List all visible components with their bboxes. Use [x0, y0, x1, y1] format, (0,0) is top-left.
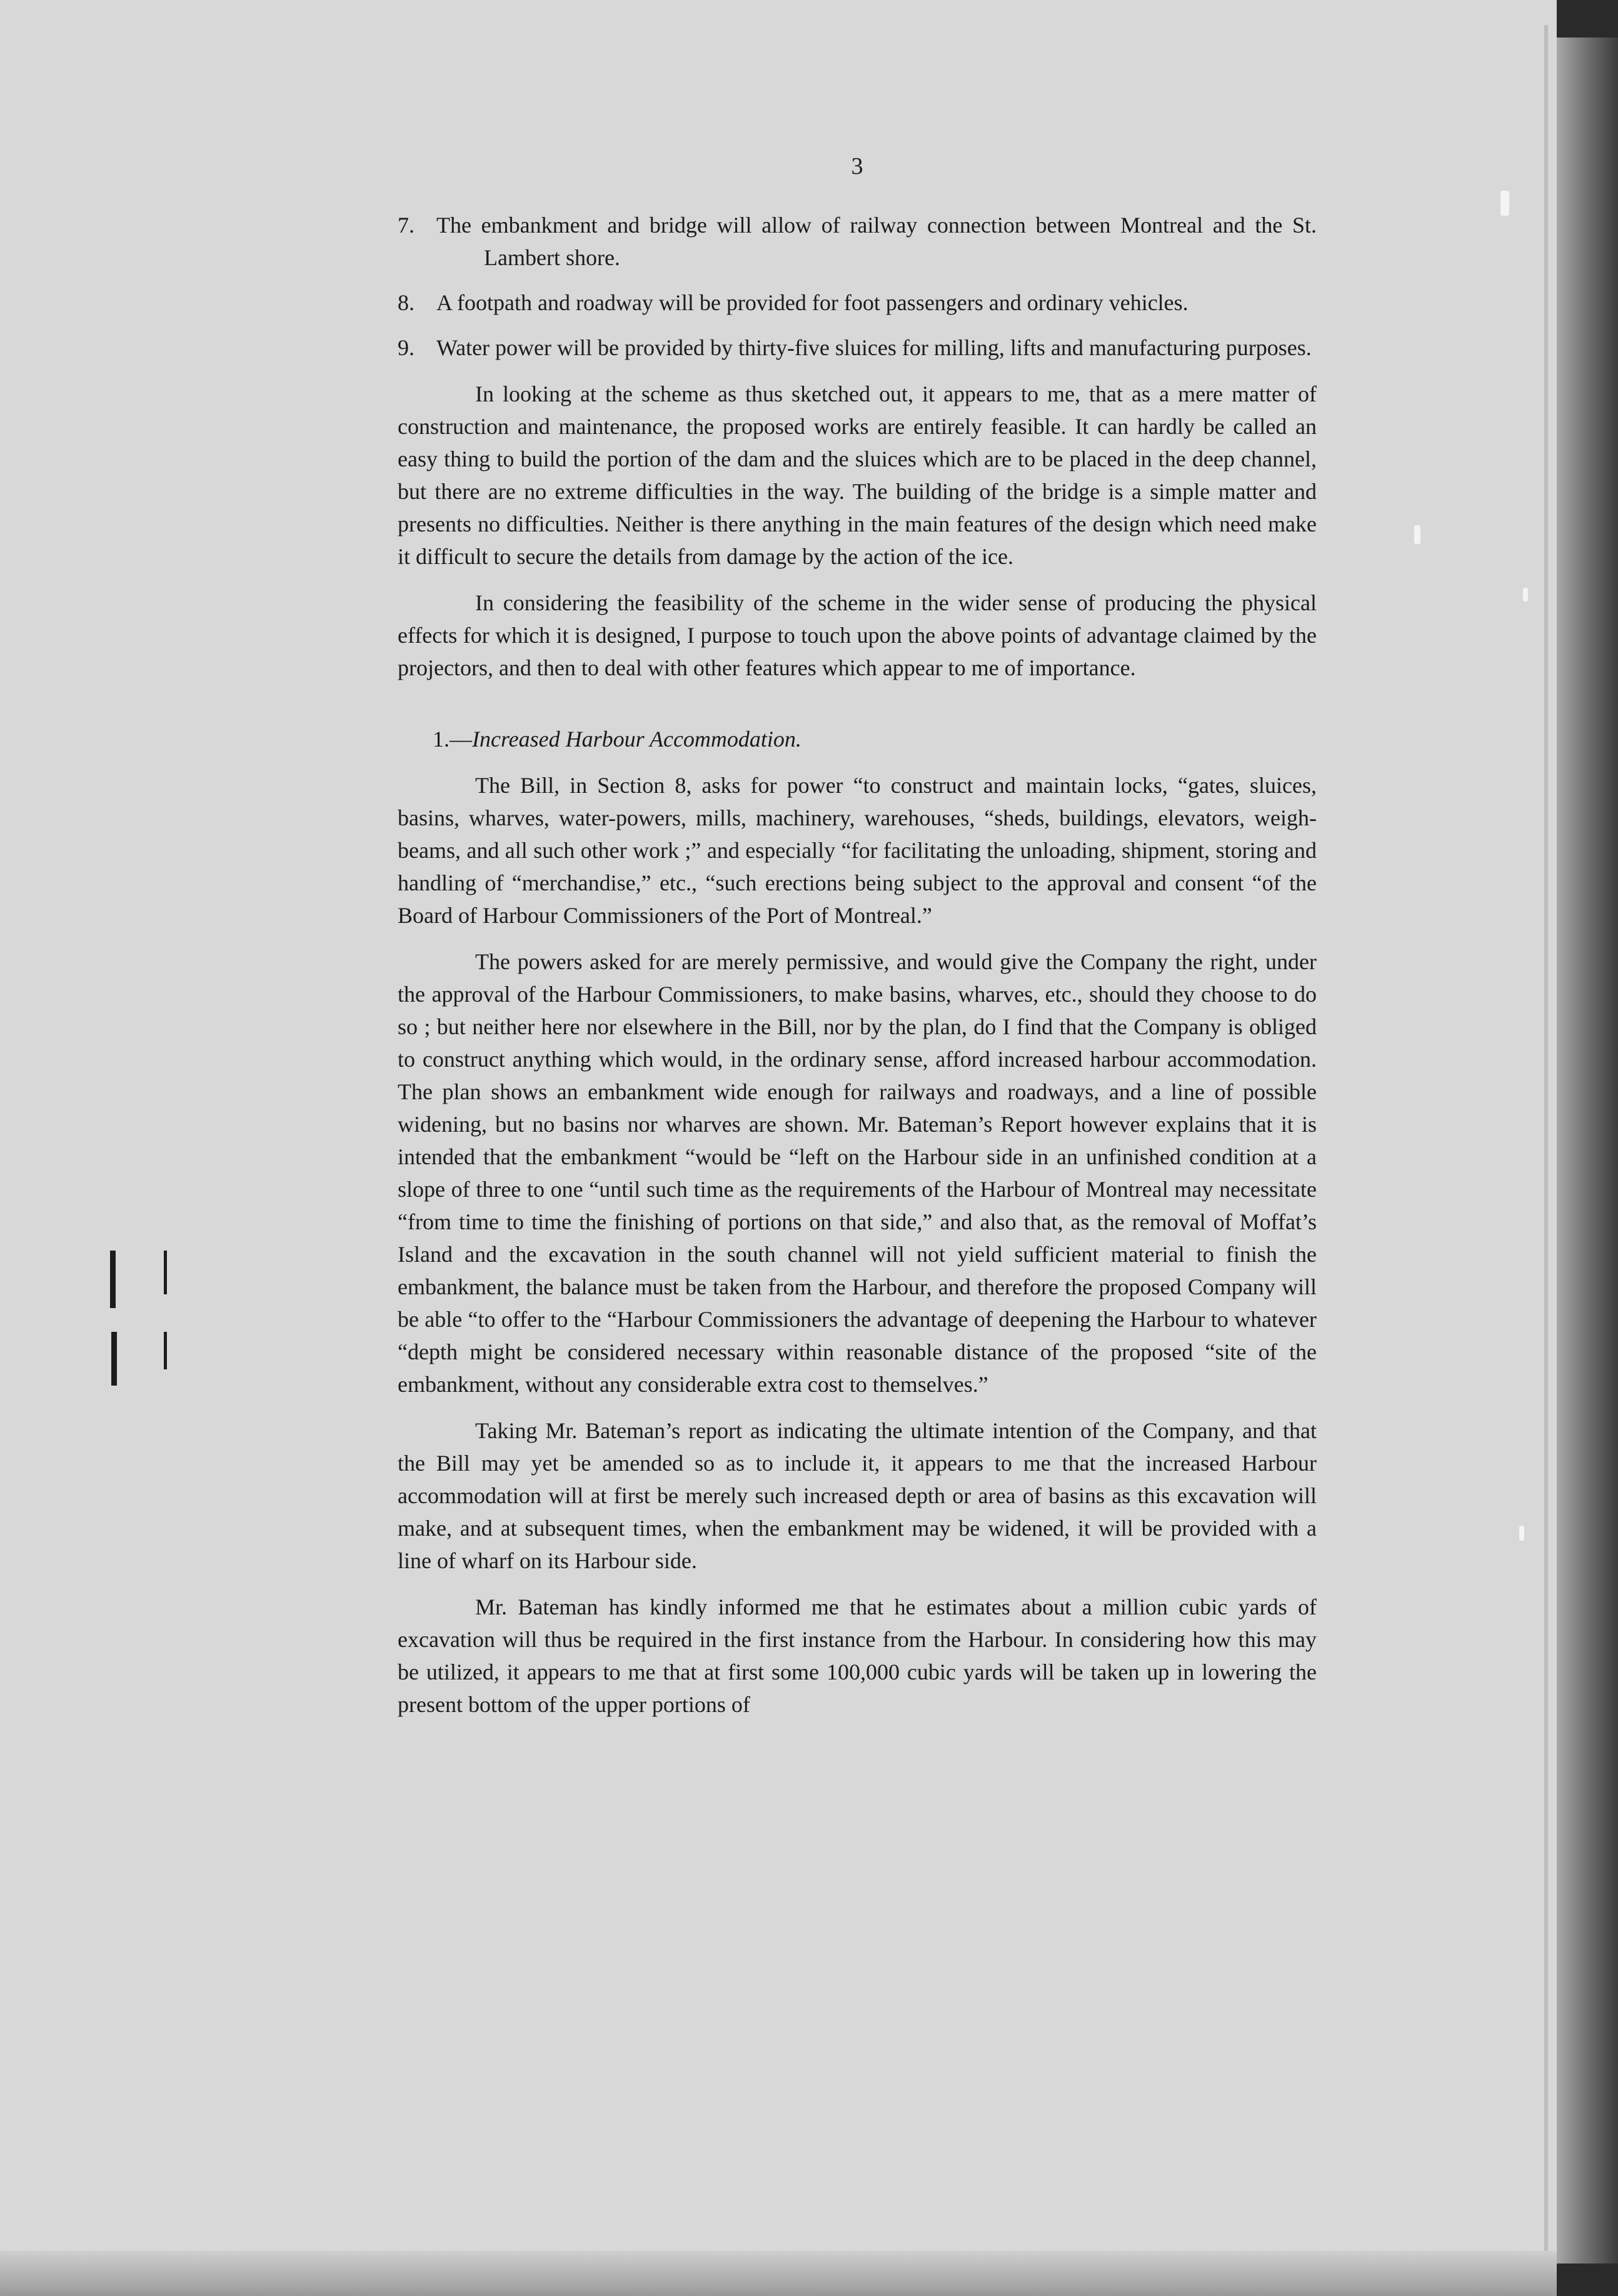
list-item-number: 7. — [398, 213, 415, 238]
binding-mark — [164, 1251, 167, 1294]
section-heading-title: Increased Harbour Accommodation. — [472, 727, 801, 752]
list-item-text: The embankment and bridge will allow of railway connection between Montreal and the St. Lambert shore. — [436, 213, 1317, 270]
page-content — [398, 150, 1317, 1735]
list-item-text: A footpath and roadway will be provided for foot passengers and ordinary vehicles. — [436, 290, 1188, 315]
paragraph-powers: The powers asked for are merely permissive, and would give the Company the right, under the approval of the Harbour Commissioners, to make basins, wharves, etc., should they choose to do so ; but neither here nor elsewhere in the Bill, nor by the plan, do I find that the Company is obliged to construct anything which would, in the ordinary sense, afford increased harbour accommodation. The plan shows an embankment wide enough for railways and roadways, and a line of possible widening, but no basins nor wharves are shown. Mr. Bateman’s Report however explains that it is intended that the embankment “would be “left on the Harbour side in an unfinished condition at a slope of three to one “until such time as the requirements of the Harbour of Montreal may necessitate “from time to time the finishing of portions on that side,” and also that, as the removal of Moffat’s Island and the excavation in the south channel will not yield sufficient material to finish the embankment, the balance must be taken from the Harbour, and therefore the proposed Company will be able “to offer to the “Harbour Commissioners the advantage of deepening the Harbour to whatever “depth might be considered necessary within reasonable distance of the proposed “site of the embankment, without any considerable extra cost to themselves.” — [398, 949, 1317, 1397]
paragraph-considering: In considering the feasibility of the scheme in the wider sense of producing the physical effects for which it is designed, I purpose to touch upon the above points of advantage claimed by the projectors, and then to deal with other features which appear to me of importance. — [398, 590, 1317, 680]
paragraph-bateman-report: Taking Mr. Bateman’s report as indicating the ultimate intention of the Company, and that the Bill may yet be amended so as to include it, it appears to me that the increased Harbour accommodation will at first be merely such increased depth or area of basins as this excavation will make, and at subsequent times, when the embankment may be widened, it will be provided with a line of wharf on its Harbour side. — [398, 1418, 1317, 1573]
list-item — [398, 331, 1317, 364]
paper-speck — [1500, 191, 1509, 216]
paragraph-bill: The Bill, in Section 8, asks for power “to construct and maintain locks, “gates, sluices, basins, wharves, water-powers, mills, machinery, warehouses, “sheds, buildings, elevators, weigh-beams, and all such other work ;” and especially “for facilitating the unloading, shipment, storing and handling of “merchandise,” etc., “such erections being subject to the approval and consent “of the Board of Harbour Commissioners of the Port of Montreal.” — [398, 773, 1317, 928]
paragraph-excavation: Mr. Bateman has kindly informed me that he estimates about a million cubic yards of excavation will thus be required in the first instance from the Harbour. In considering how this may be utilized, it appears to me that at first some 100,000 cubic yards will be taken up in lowering the present bottom of the upper portions of — [398, 1594, 1317, 1717]
paper-speck — [1523, 588, 1528, 602]
list-item-number: 8. — [398, 290, 415, 315]
paper-speck — [1414, 525, 1420, 544]
section-heading-number: 1.— — [433, 727, 472, 752]
list-item — [398, 286, 1317, 319]
list-item-text: Water power will be provided by thirty-five sluices for milling, lifts and manufacturing purposes. — [436, 335, 1312, 360]
page-number: 3 — [851, 153, 863, 179]
binding-mark — [111, 1332, 117, 1386]
page-bottom-shadow — [0, 2251, 1557, 2296]
list-item — [398, 209, 1317, 274]
paper-speck — [1519, 1526, 1524, 1541]
section-heading — [433, 723, 1317, 755]
paragraph-feasibility: In looking at the scheme as thus sketched out, it appears to me, that as a mere matter of construction and maintenance, the proposed works are entirely feasible. It can hardly be called an easy thing to build the portion of the dam and the sluices which are to be placed in the deep channel, but there are no extreme difficulties in the way. The building of the bridge is a simple matter and presents no difficulties. Neither is there anything in the main features of the design which need make it difficult to secure the details from damage by the action of the ice. — [398, 381, 1317, 569]
page-edge-line — [1544, 25, 1548, 2270]
binding-mark — [164, 1332, 167, 1369]
binding-mark — [110, 1251, 116, 1308]
page-edge-shadow — [1557, 38, 1618, 2263]
list-item-number: 9. — [398, 335, 415, 360]
